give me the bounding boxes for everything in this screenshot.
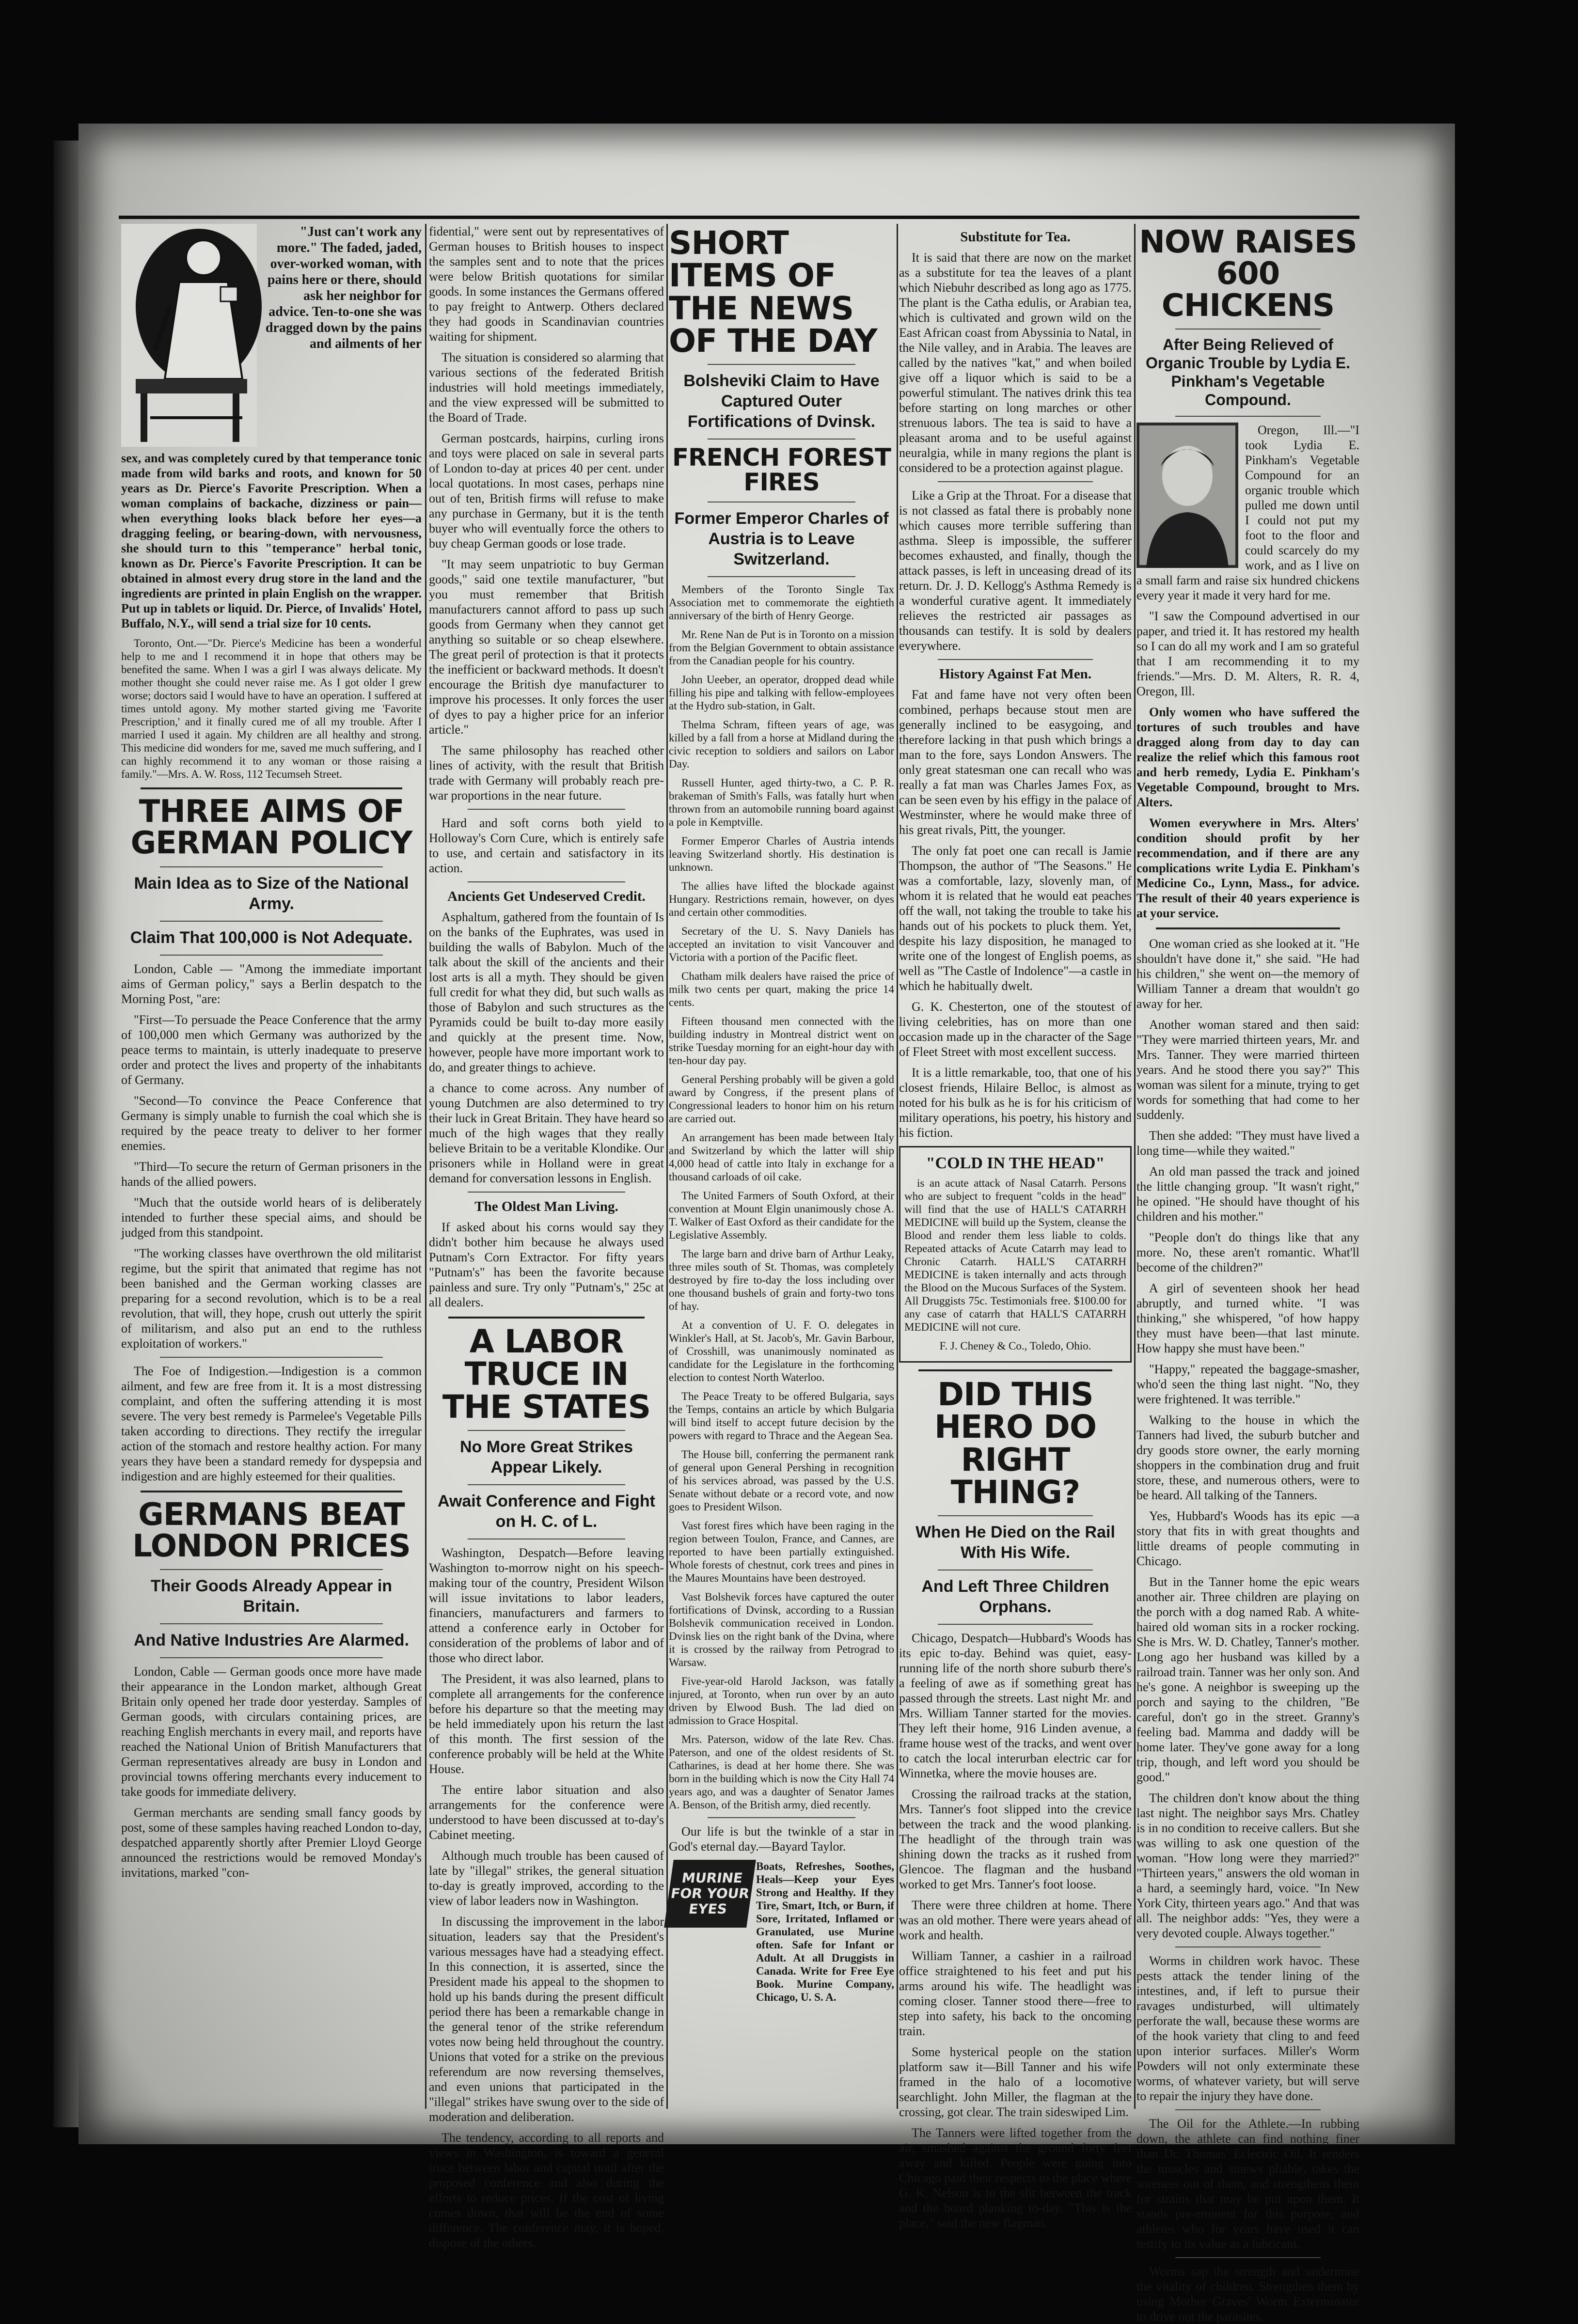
- divider: [160, 1623, 383, 1624]
- news-item: Fifteen thousand men connected with the building industry in Montreal district went on strike Tuesday morning for an eight-hour day with ten-hour day pay.: [669, 1015, 894, 1067]
- indigestion-notice: The Foe of Indigestion.—Indigestion is a common ailment, and few are free from it. It is a most distressing complaint, and often the suffering attending it is most severe. The very best remedy is Parmelee's Vegetable Pills taken according to directions. They rectify the irregular action of the stomach and restore healthy action. For many years they have been a standard remedy for dyspepsia and indigestion and are highly esteemed for their qualities.: [121, 1364, 422, 1483]
- article-paragraph: Fat and fame have not very often been combined, perhaps because stout men are generally inclined to be easygoing, and therefore lacking in that push which brings a man to the fore, says London Answers. The only great statesman one can recall who was really a fat man was Charles James Fox, as can be seen even by his effigy in the palace of Westminster, where he would make three of his great rivals, Pitt, the younger.: [899, 688, 1132, 837]
- divider: [160, 866, 383, 867]
- article-paragraph: A girl of seventeen shook her head abruptly, and turned white. "I was thinking," she whispered, "of how happy they must have been—that last minute. How happy she must have been.": [1136, 1281, 1359, 1355]
- pierce-ad-body: sex, and was completely cured by that temperance tonic made from wild barks and roots, and known for 50 years as Dr. Pierce's Favorite Prescription. When a woman complains of backache, dizziness or pain—when everything looks black before her eyes—a dragging feeling, or bearing-down, with nervousness, she should turn to this "temperance" herbal tonic, known as Dr. Pierce's Favorite Prescription. It can be obtained in almost every drug store in the land and the ingredients are printed in plain English on the wrapper. Put up in tablets or liquid. Dr. Pierce, of Invalids' Hotel, Buffalo, N.Y., will send a trial size for 10 cents.: [121, 451, 422, 630]
- divider: [160, 1357, 383, 1358]
- divider: [468, 809, 625, 810]
- article-paragraph: Yes, Hubbard's Woods has its epic —a story that fits in with great thoughts and little dreams of people commuting in Chicago.: [1136, 1508, 1359, 1568]
- divider: [160, 1657, 383, 1658]
- article-paragraph: G. K. Chesterton, one of the stoutest of living celebrities, has on more than one occasion made up in the character of the Sage of Fleet Street with most excellent success.: [899, 1000, 1132, 1059]
- divider: [141, 787, 402, 789]
- article-paragraph: "Third—To secure the return of German prisoners in the hands of the allied powers.: [121, 1159, 422, 1189]
- news-item: Members of the Toronto Single Tax Association met to commemorate the eightieth anniversary of the birth of Henry George.: [669, 583, 894, 622]
- news-item: Mrs. Paterson, widow of the late Rev. Chas. Paterson, and one of the oldest residents of St. Catharines, is dead at her home there. She was born in the building which is now the City Hall 74 years ago, and was a daughter of Senator James A. Benson, of the British army, died recently.: [669, 1733, 894, 1811]
- article-paragraph: There were three children at home. There was an old mother. There were years ahead of work and health.: [899, 1898, 1132, 1943]
- headline-french-forest-fires: FRENCH FOREST FIRES: [672, 443, 891, 497]
- divider: [938, 1515, 1093, 1516]
- headline-three-aims: THREE AIMS OF GERMAN POLICY: [130, 794, 412, 862]
- column-1: [121, 224, 422, 2114]
- headline-short-items: SHORT ITEMS OF THE NEWS OF THE DAY: [669, 224, 877, 360]
- article-paragraph: Although much trouble has been caused of late by "illegal" strikes, the general situation to-day is greatly improved, according to the view of labor leaders now in Washington.: [429, 1848, 664, 1908]
- news-item: Mr. Rene Nan de Put is in Toronto on a mission from the Belgian Government to obtain assistance from the Canadian people for his country.: [669, 628, 894, 667]
- divider: [918, 1369, 1112, 1371]
- murine-ad-text: Boats, Refreshes, Soothes, Heals—Keep your Eyes Strong and Healthy. If they Tire, Smart, Itch, or Burn, if Sore, Irritated, Inflamed or Granulated, use Murine often. Safe for Infant or Adult. At all Druggists in Canada. Write for Free Eye Book. Murine Company, Chicago, U. S. A.: [756, 1860, 894, 2004]
- article-paragraph: The Tanners were lifted together from the air, smashed against the ground forty feet away and killed. People were going into Chicago paid their respects to the place where G. K. Nelson is to the slit between the track and the board planking to-day. "This is the place," said the new flagman.: [899, 2126, 1132, 2230]
- article-paragraph: The situation is considered so alarming that various sections of the federated British industries will hold meetings immediately, and the view expressed will be submitted to the Board of Trade.: [429, 350, 664, 424]
- article-paragraph: The children don't know about the thing last night. The neighbor says Mrs. Chatley is in no condition to receive callers. But she was willing to ask one question of the woman. "How long were they married?" "Thirteen years," answers the old woman in a hard, a seemingly hard, voice. "In New York City, thirteen years ago." And that was all. The neighbor adds: "Yes, they were a very devoted couple. Always together.": [1136, 1790, 1359, 1940]
- column-5: [1136, 224, 1359, 2324]
- asthma-notice: Like a Grip at the Throat. For a disease that is not classed as fatal there is probably none which causes more terrible suffering than asthma. Sleep is impossible, the sufferer becomes exhausted, and finally, though the attack passes, is left in unceasing dread of its return. Dr. J. D. Kellogg's Asthma Remedy is a wonderful curative agent. It immediately relieves the restricted air passages as thousands can testify. It is sold by dealers everywhere.: [899, 488, 1132, 653]
- article-paragraph: "Much that the outside world hears of is deliberately intended to further these special aims, and should be judged from this standpoint.: [121, 1195, 422, 1240]
- article-paragraph: In discussing the improvement in the labor situation, leaders say that the President's various messages have had a steadying effect. In this connection, it is asserted, since the President made his appeal to the shopmen to hold up his bands during the present difficult period there has been a remarkable change in the general tenor of the strike referendum votes now being held throughout the country. Unions that voted for a strike on the previous referendum are now reversing themselves, and even unions that participated in the "illegal" strikes have swung over to the side of moderation and deliberation.: [429, 1914, 664, 2124]
- divider: [938, 1624, 1093, 1625]
- news-item: Vast Bolshevik forces have captured the outer fortifications of Dvinsk, according to a Russian Bolshevik communication received in London. Dvinsk lies on the right bank of the Dvina, where it is crossed by the railway from Petrograd to Warsaw.: [669, 1591, 894, 1669]
- news-item: Thelma Schram, fifteen years of age, was killed by a fall from a horse at Midland during the civic reception to soldiers and sailors on Labor Day.: [669, 719, 894, 770]
- divider: [468, 1430, 625, 1431]
- article-paragraph: German postcards, hairpins, curling irons and toys were placed on sale in several parts of London to-day at prices 40 per cent. under local quotations. In most cases, perhaps nine out of ten, British firms will refuse to make any purchase in Germany, but it is the tenth buyer who will eventually force the others to buy cheap German goods or lose trade.: [429, 431, 664, 550]
- article-paragraph: If asked about his corns would say they didn't bother him because he always used Putnam's Corn Extractor. For fifty years "Putnam's" has been the favorite because painless and sure. Try only "Putnam's," 25c at all dealers.: [429, 1220, 664, 1309]
- news-item: Chatham milk dealers have raised the price of milk two cents per quart, making the price 14 cents.: [669, 970, 894, 1009]
- column-2: [429, 224, 664, 2250]
- article-paragraph: But in the Tanner home the epic wears another air. Three children are playing on the porch with a dog named Rab. A white-haired old woman sits in a rocker rocking. She is Mrs. W. D. Chatley, Tanner's mother. Long ago her husband was killed by a railroad train. Tanner was her only son. And he's gone. A neighbor is sweeping up the porch and saying to the children, "Be careful, don't go in the street. Granny's feeling bad. Mamma and daddy will be home later. They've gone away for a long trip, though, and left word you should be good.": [1136, 1574, 1359, 1784]
- article-paragraph: "First—To persuade the Peace Conference that the army of 100,000 men which Germany was authorized by the peace terms to maintain, is utterly inadequate to preserve order and protect the lives and property of the inhabitants of Germany.: [121, 1012, 422, 1087]
- news-item: At a convention of U. F. O. delegates in Winkler's Hall, at St. Jacob's, Mr. Gavin Barbour, of Crosshill, was unanimously nominated as candidate for the Legislature in the forthcoming election to contest North Waterloo.: [669, 1319, 894, 1384]
- column-rule: [425, 224, 426, 2109]
- divider: [1156, 927, 1340, 929]
- article-paragraph: Some hysterical people on the station platform saw it—Bill Tanner and his wife framed in the halo of a locomotive searchlight. John Miller, the flagman at the crossing, got clear. The train sideswiped Lim.: [899, 2045, 1132, 2120]
- article-paragraph: London, Cable — "Among the immediate important aims of German policy," says a Berlin despatch to the Morning Post, "are:: [121, 961, 422, 1006]
- subhead-ancients: Ancients Get Undeserved Credit.: [447, 889, 646, 904]
- news-item: Former Emperor Charles of Austria intends leaving Switzerland shortly. His destination is unknown.: [669, 835, 894, 874]
- catarrh-ad-text: is an acute attack of Nasal Catarrh. Persons who are subject to frequent "colds in the head" will find that the use of HALL'S CATARRH MEDICINE will build up the System, cleanse the Blood and render them less liable to colds. Repeated attacks of Acute Catarrh may lead to Chronic Catarrh. HALL'S CATARRH MEDICINE is taken internally and acts through the Blood on the Mucous Surfaces of the System. All Druggists 75c. Testimonials free. $100.00 for any case of catarrh that HALL'S CATARRH MEDICINE will not cure.: [904, 1177, 1126, 1333]
- article-paragraph: "People don't do things like that any more. No, these aren't romantic. What'll become of the children?": [1136, 1230, 1359, 1274]
- article-paragraph: One woman cried as she looked at it. "He shouldn't have done it," she said. "He had his children," she went on—the memory of William Tanner a dream that wouldn't go away for her.: [1136, 936, 1359, 1011]
- divider: [468, 881, 625, 882]
- divider: [448, 1317, 645, 1319]
- news-item: The large barn and drive barn of Arthur Leaky, three miles south of St. Thomas, was completely destroyed by fire to-day the loss including over one thousand bushels of grain and forty-two tons of hay.: [669, 1248, 894, 1313]
- headline-labor-truce: A LABOR TRUCE IN THE STATES: [442, 1323, 651, 1426]
- divider: [160, 921, 383, 922]
- divider: [708, 364, 855, 365]
- news-item: Russell Hunter, aged thirty-two, a C. P. R. brakeman of Smith's Falls, was fatally hurt when thrown from an automobile running board against a pole in Kemptville.: [669, 777, 894, 829]
- deck: Claim That 100,000 is Not Adequate.: [130, 928, 413, 947]
- divider: [1175, 416, 1321, 417]
- quote: Our life is but the twinkle of a star in God's eternal day.—Bayard Taylor.: [669, 1824, 894, 1854]
- deck: And Native Industries Are Alarmed.: [133, 1631, 410, 1650]
- divider: [1175, 2109, 1321, 2110]
- murine-logo: MURINE FOR YOUR EYES: [664, 1860, 756, 1928]
- divider: [938, 481, 1093, 482]
- article-paragraph: Walking to the house in which the Tanners had lived, the suburb butcher and dry goods store owner, the early morning shoppers in the combination drug and fruit store, these, and numerous others, were to be heard. All talking of the Tanners.: [1136, 1413, 1359, 1502]
- headline-germans-beat: GERMANS BEAT LONDON PRICES: [132, 1496, 410, 1564]
- column-3: [669, 224, 894, 2114]
- deck: And Left Three Children Orphans.: [921, 1577, 1109, 1617]
- cheney-address: F. J. Cheney & Co., Toledo, Ohio.: [939, 1340, 1091, 1352]
- subhead-fat-men: History Against Fat Men.: [939, 666, 1092, 682]
- article-paragraph: Washington, Despatch—Before leaving Washington to-morrow night on his speech-making tour of the country, President Wilson will issue invitations to labor leaders, financiers, manufacturers and farmers to attend a conference early in October for consideration of the problems of labor and of those who direct labor.: [429, 1545, 664, 1665]
- deck: No More Great Strikes Appear Likely.: [459, 1437, 633, 1476]
- article-paragraph: It is said that there are now on the market as a substitute for tea the leaves of a plant which Niebuhr described as long ago as 1775. The plant is the Catha edulis, or Arabian tea, which is cultivated and grown wild on the East African coast from Abyssinia to Natal, in the Nile valley, and in Arabia. The leaves are called by the natives "kat," and when boiled give off a liquor which is said to be a powerful stimulant. The natives drink this tea before starting on long marches or other strenuous labors. The tea is said to have a pleasant aroma and to be useful against neuralgia, while in many regions the plant is considered to be a protection against plague.: [899, 251, 1132, 475]
- news-item: John Ueeber, an operator, dropped dead while filling his pipe and talking with fellow-employees at the Hydro sub-station, in Galt.: [669, 674, 894, 712]
- testimonial: Oregon, Ill.—"I took Lydia E. Pinkham's Vegetable Compound for an organic trouble which pulled me down until I could not put my foot to the floor and could scarcely do my work, and as I live on a small farm and raise six hundred chickens every year it made it very hard for me.: [1136, 423, 1359, 602]
- deck: Former Emperor Charles of Austria is to Leave Switzerland.: [674, 509, 889, 569]
- article-paragraph: German merchants are sending small fancy goods by post, some of these samples having reached London to-day, despatched apparently shortly after Premier Lloyd George announced the restrictions would be removed Monday's invitations, marked "con-: [121, 1806, 422, 1880]
- pinkham-ad-text: Women everywhere in Mrs. Alters' condition should profit by her recommendation, and if there are any complications write Lydia E. Pinkham's Medicine Co., Lynn, Mass., for advice. The result of their 40 years experience is at your service.: [1136, 816, 1359, 920]
- divider: [468, 1192, 625, 1193]
- article-paragraph: The tendency, according to all reports and views in Washington, is toward a general truce between labor and capital until after the proposed conference and also during the efforts to reduce prices. If the cost of living comes down, that will be the end of some difference. The conference may, it is hoped, dispose of the others.: [429, 2130, 664, 2250]
- divider: [938, 659, 1093, 660]
- article-paragraph: The entire labor situation and also arrangements for the conference were understood to have been discussed at to-day's Cabinet meeting.: [429, 1782, 664, 1842]
- catarrh-ad-headline: "COLD IN THE HEAD": [926, 1154, 1105, 1172]
- divider: [468, 1484, 625, 1485]
- deck: Await Conference and Fight on H. C. of L.: [438, 1492, 655, 1531]
- article-paragraph: Crossing the railroad tracks at the station, Mrs. Tanner's foot slipped into the crevice between the track and the wood planking. The headlight of the through train was shining down the tracks as it rushed from Glencoe. The flagman and the husband worked to get Mrs. Tanner's foot loose.: [899, 1787, 1132, 1892]
- divider: [160, 1569, 383, 1570]
- pinkham-ad-text: Only women who have suffered the tortures of such troubles and have dragged along from day to day can realize the relief which this famous root and herb remedy, Lydia E. Pinkham's Vegetable Compound, brought to Mrs. Alters.: [1136, 705, 1359, 809]
- subhead-oldest-man: The Oldest Man Living.: [474, 1199, 618, 1214]
- article-paragraph: a chance to come across. Any number of young Dutchmen are also determined to try their luck in Great Britain. They have heard so much of the high wages that they really believe Britain to be a veritable Klondike. Our prisoners while in Holland were in great demand for conversation lessons in English.: [429, 1081, 664, 1185]
- page-edge-shadow: [53, 141, 82, 2127]
- divider: [1175, 2257, 1321, 2258]
- article-paragraph: Asphaltum, gathered from the fountain of Is on the banks of the Euphrates, was used in building the walls of Babylon. Much of the talk about the skill of the ancients and their lost arts is all a myth. They should be given full credit for what they did, but such walls as those of Babylon and such structures as the Pyramids could be built to-day more easily and quickly at the present time. Now, however, people have more important work to do, and greater things to achieve.: [429, 910, 664, 1074]
- pierce-ad-illustration: [121, 224, 257, 447]
- news-item: The Peace Treaty to be offered Bulgaria, says the Temps, contains an article by which Bulgaria will bind itself to accept future decision by the powers with regard to Thrace and the Aegean Sea.: [669, 1390, 894, 1442]
- worm-exterminator-notice: Worms sap the strength and undermine the vitality of children. Strengthen them by using Mother Graves' Worm Exterminator to drive out the parasites.: [1136, 2264, 1359, 2324]
- portrait-icon: [1136, 423, 1238, 568]
- woman-illustration-icon: [121, 224, 257, 447]
- article-paragraph: "It may seem unpatriotic to buy German goods," said one textile manufacturer, "but you must remember that British manufacturers cannot afford to pass up such goods from Germany when they cannot get anything so suitable or so cheap elsewhere. The great peril of protection is that it protects the inefficient or backward methods. It doesn't encourage the British dye manufacturer to improve his processes. It only forces the user of dyes to pay a higher price for an inferior article.": [429, 557, 664, 737]
- catarrh-ad: [899, 1146, 1132, 1363]
- headline-chickens: NOW RAISES 600 CHICKENS: [1139, 224, 1357, 324]
- article-paragraph: "Happy," repeated the baggage-smasher, who'd seen the thing last night. "No, they were frightened. It was terrible.": [1136, 1362, 1359, 1406]
- deck: Main Idea as to Size of the National Army.: [134, 874, 409, 913]
- divider: [708, 1817, 855, 1818]
- article-paragraph: fidential," were sent out by representatives of German houses to British houses to inspect the samples sent and to note that the prices were below British quotations for similar goods. In some instances the Germans offered to pay freight to Antwerp. Others declared they had goods in Scandinavian countries waiting for shipment.: [429, 224, 664, 344]
- article-paragraph: "Second—To convince the Peace Conference that Germany is simply unable to furnish the coal which she is required by the peace treaty to deliver to her former enemies.: [121, 1093, 422, 1153]
- news-item: Five-year-old Harold Jackson, was fatally injured, at Toronto, when run over by an auto driven by Elwood Bush. The lad died on admission to Grace Hospital.: [669, 1675, 894, 1727]
- article-paragraph: The only fat poet one can recall is Jamie Thompson, the author of "The Seasons." He was a comfortable, lazy, slovenly man, of whom it is related that he would eat peaches off the wall, not taking the trouble to take his hands out of his pockets to pluck them. Yet, despite his lazy disposition, he managed to write one of the longest of English poems, as well as "The Castle of Indolence"—a castle in which he habitually dwelt.: [899, 844, 1132, 993]
- article-paragraph: An old man passed the track and joined the little changing group. "It wasn't right," he opined. "He should have thought of his children and his mother.": [1136, 1164, 1359, 1224]
- deck: After Being Relieved of Organic Trouble by Lydia E. Pinkham's Vegetable Compound.: [1145, 335, 1350, 408]
- article-paragraph: The same philosophy has reached other lines of activity, with the result that British trade with Germany will probably reach pre-war proportions in the near future.: [429, 743, 664, 802]
- article-paragraph: Then she added: "They must have lived a long time—while they waited.": [1136, 1128, 1359, 1158]
- divider: [708, 439, 855, 440]
- portrait-photo: [1136, 423, 1238, 568]
- divider: [1175, 329, 1321, 330]
- article-paragraph: Chicago, Despatch—Hubbard's Woods has its epic to-day. Behind was quiet, easy-running life of the north shore suburb there's a feeling of awe as if something great has passed through the streets. Last night Mr. and Mrs. William Tanner started for the movies. They left their home, 916 Linden avenue, a frame house west of the tracks, and went over to catch the local interurban electric car for Winnetka, where the movie houses are.: [899, 1631, 1132, 1781]
- news-item: General Pershing probably will be given a gold award by Congress, if the present plans of Congressional leaders to honor him on his return are carried out.: [669, 1073, 894, 1125]
- deck: Their Goods Already Appear in Britain.: [150, 1577, 393, 1616]
- news-item: Vast forest fires which have been raging in the region between Toulon, France, and Cannes, are reported to have been partially extinguished. Whole forests of chestnut, cork trees and pines in the Maures Mountains have been destroyed.: [669, 1520, 894, 1585]
- divider: [160, 955, 383, 956]
- murine-ad: [669, 1860, 894, 2004]
- news-item: The United Farmers of South Oxford, at their convention at Mount Elgin unanimously chose A. T. Walker of East Oxford as their candidate for the Legislative Assembly.: [669, 1190, 894, 1241]
- news-item: Secretary of the U. S. Navy Daniels has accepted an invitation to visit Vancouver and Victoria with a portion of the Pacific fleet.: [669, 925, 894, 964]
- deck: When He Died on the Rail With His Wife.: [915, 1523, 1115, 1562]
- top-rule: [119, 216, 1359, 219]
- article-paragraph: London, Cable — German goods once more have made their appearance in the London market, although Great Britain only opened her trade door yesterday. Samples of German goods, with circulars containing prices, are reaching English merchants in every mail, and reports have reached the National Union of British Manufacturers that German representatives already are busy in London and provincial towns offering merchants every inducement to take goods for immediate delivery.: [121, 1664, 422, 1799]
- corn-cure-notice: Hard and soft corns both yield to Holloway's Corn Cure, which is entirely safe to use, and certain and satisfactory in its action.: [429, 816, 664, 875]
- worm-powders-notice: Worms in children work havoc. These pests attack the tender lining of the intestines, and, if left to pursue their ravages undisturbed, will ultimately perforate the wall, because these worms are of the hook variety that cling to and feed upon interior surfaces. Miller's Worm Powders will not only exterminate these worms, of whatever variety, but will serve to repair the injury they have done.: [1136, 1953, 1359, 2103]
- article-paragraph: The President, it was also learned, plans to complete all arrangements for the conference before his departure so that the meeting may be held immediately upon his return the last of this month. The first session of the conference probably will be held at the White House.: [429, 1671, 664, 1776]
- column-rule: [897, 224, 898, 2109]
- testimonial: "I saw the Compound advertised in our paper, and tried it. It has restored my health so I can do all my work and I am so grateful that I am recommending it to my friends."—Mrs. D. M. Alters, R. R. 4, Oregon, Ill.: [1136, 609, 1359, 698]
- news-item: An arrangement has been made between Italy and Switzerland by which the latter will ship 4,000 head of cattle into Italy in exchange for a thousand carloads of oil cake.: [669, 1131, 894, 1183]
- deck: Bolsheviki Claim to Have Captured Outer Fortifications of Dvinsk.: [683, 372, 880, 431]
- article-paragraph: It is a little remarkable, too, that one of his closest friends, Hilaire Belloc, is almost as noted for his bulk as he is for his criticism of military operations, his poetry, his history and his fiction.: [899, 1066, 1132, 1140]
- column-rule: [666, 224, 668, 2109]
- article-paragraph: Another woman stared and then said: "They were married thirteen years, Mr. and Mrs. Tanner. They were married thirteen years. And he stood there you say?" This woman was silent for a minute, trying to get words for something that had come to her suddenly.: [1136, 1017, 1359, 1122]
- divider: [708, 576, 855, 577]
- column-4: [899, 224, 1132, 2230]
- news-item: The House bill, conferring the permanent rank of general upon General Pershing in recognition of his services abroad, was passed by the U.S. Senate without debate or a record vote, and now goes to President Wilson.: [669, 1448, 894, 1513]
- divider: [141, 1491, 402, 1492]
- eclectric-oil-notice: The Oil for the Athlete.—In rubbing down, the athlete can find nothing finer than Dr. Thomas' Eclectric Oil. It renders the muscles and sinews pliable, takes the soreness out of them, and strengthens them for strains that may be put upon them. It stands pre-eminent for this purpose, and athletes who for years have used it can testify to its value as a lubricant.: [1136, 2116, 1359, 2251]
- pierce-testimonial: Toronto, Ont.—"Dr. Pierce's Medicine has been a wonderful help to me and I recommend it in hope that others may be benefited the same. When I was a girl I was always delicate. My mother thought she could never raise me. As I got older I grew worse; doctors said I would have to have an operation. I suffered at times untold agony. My mother started giving me 'Favorite Prescription,' and it finally cured me of all my trouble. After I married I used it again. My children are all healthy and strong. This medicine did wonders for me, saved me much suffering, and I can highly recommend it to any woman or those raising a family."—Mrs. A. W. Ross, 112 Tecumseh Street.: [121, 637, 422, 780]
- subhead-tea: Substitute for Tea.: [960, 229, 1071, 245]
- column-rule: [1134, 224, 1136, 2109]
- news-item: The allies have lifted the blockade against Hungary. Restrictions remain, however, on dyes and certain other commodities.: [669, 880, 894, 919]
- pierce-ad-headline: "Just can't work any more." The faded, jaded, over-worked woman, with pains here or there, should ask her neighbor for advice. Ten-to-one she was dragged down by the pains and ailments of her: [265, 224, 422, 351]
- article-paragraph: "The working classes have overthrown the old militarist regime, but the spirit that animated that regime has not been banished and the German working classes are preparing for a second revolution, which is to be a real revolution, that will, they hope, crush out utterly the spirit of militarism, and also put an end to the ruthless exploitation of workers.": [121, 1246, 422, 1350]
- headline-hero: DID THIS HERO DO RIGHT THING?: [934, 1376, 1097, 1511]
- article-paragraph: William Tanner, a cashier in a railroad office straightened to his feet and put his arms around his wife. The headlight was coming closer. Tanner stood there—free to step into safety, his back to the oncoming train.: [899, 1949, 1132, 2039]
